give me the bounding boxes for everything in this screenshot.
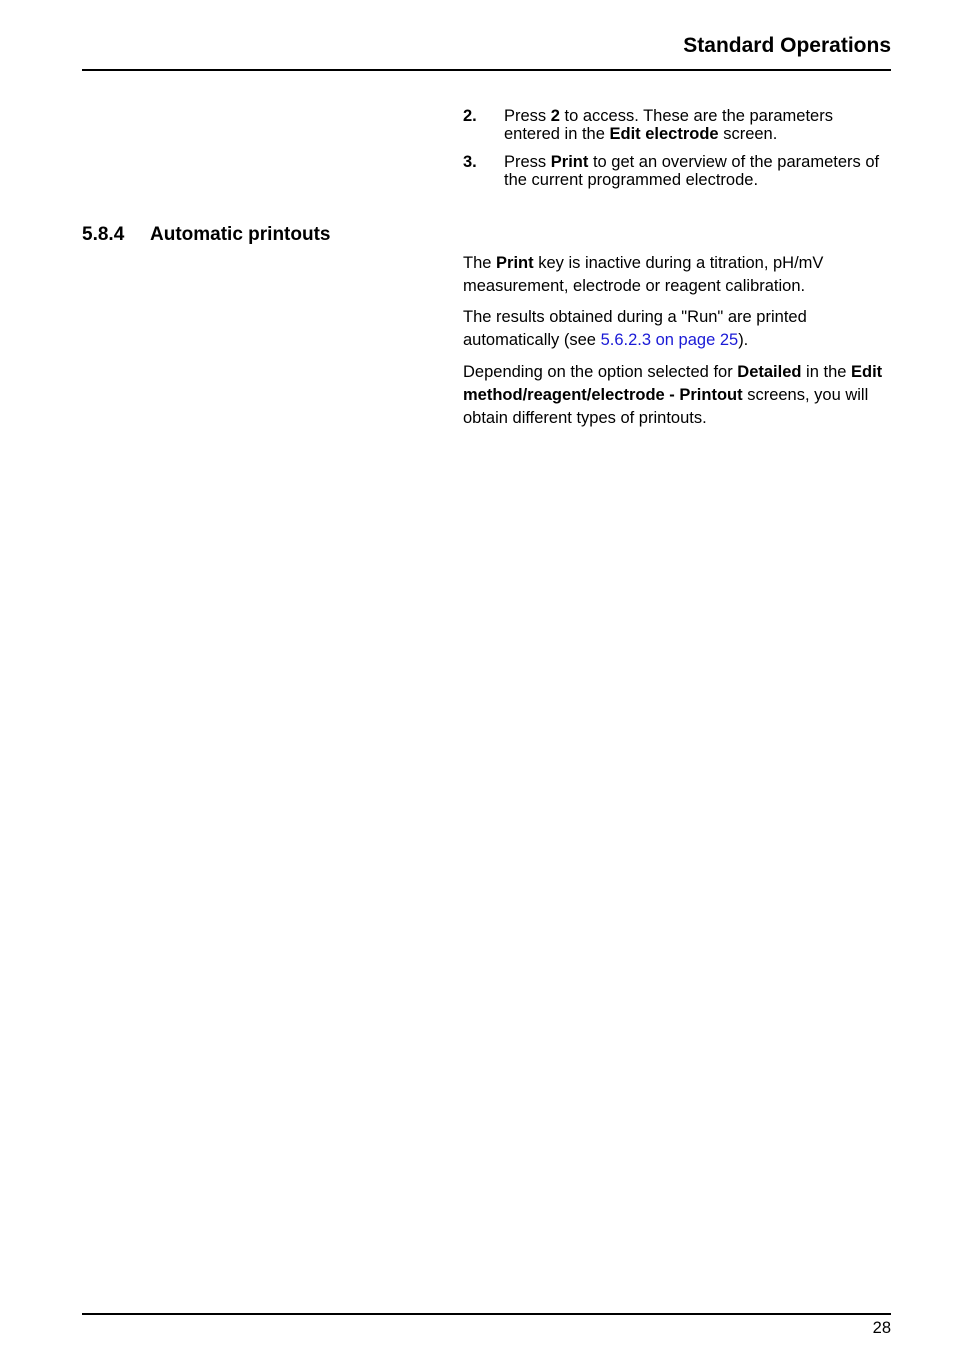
list-item-step-3 — [463, 153, 883, 189]
page-number: 28 — [872, 1319, 891, 1337]
cross-reference-link[interactable]: 5.6.2.3 on page 25 — [600, 331, 739, 349]
list-item-step-2 — [463, 107, 883, 143]
step-number: 2. — [463, 107, 477, 125]
page-header-title: Standard Operations — [683, 34, 891, 57]
section-title: Automatic printouts — [150, 224, 331, 245]
paragraph-printout-types: Depending on the option selected for Detailed in the Edit method/reagent/electrode - Printout screens, you will obtain different types of printouts. — [463, 363, 883, 427]
step-text: Press Print to get an overview of the parameters of the current programmed electrode. — [504, 153, 880, 189]
paragraph-run-results: The results obtained during a "Run" are printed automatically (see 5.6.2.3 on page 25). — [463, 308, 807, 349]
step-text: Press 2 to access. These are the parameters entered in the Edit electrode screen. — [504, 107, 833, 143]
section-number: 5.8.4 — [82, 224, 125, 245]
step-number: 3. — [463, 153, 477, 171]
section-heading — [82, 224, 331, 246]
paragraph-print-key: The Print key is inactive during a titration, pH/mV measurement, electrode or reagent calibration. — [463, 254, 824, 295]
header-divider — [82, 69, 891, 71]
footer-divider — [82, 1313, 891, 1315]
